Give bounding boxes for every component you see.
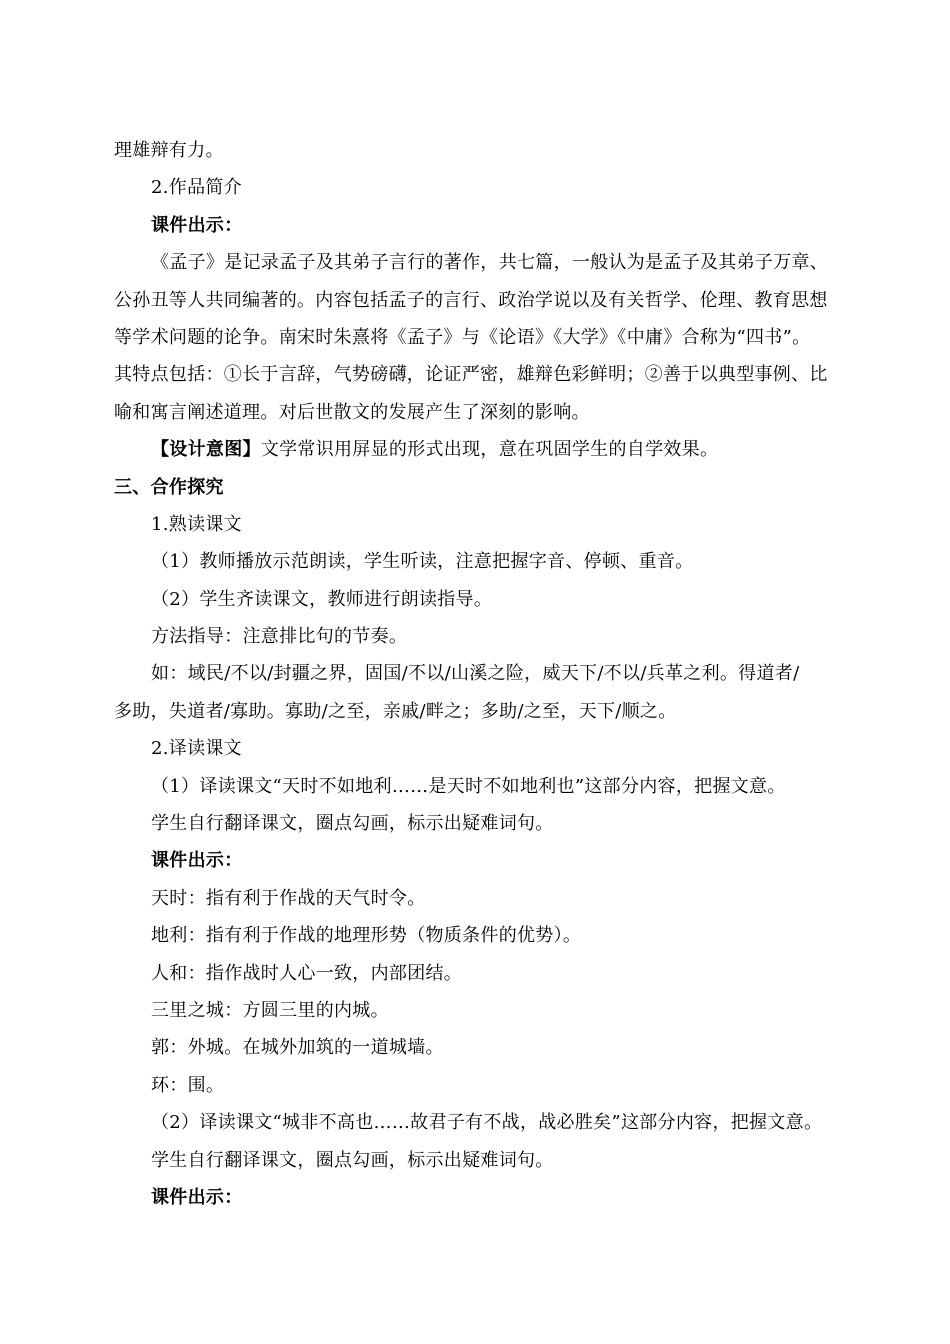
- text-line: 《孟子》是记录孟子及其弟子言行的著作，共七篇，一般认为是孟子及其弟子万章、: [151, 252, 829, 274]
- document-page: [114, 132, 864, 1216]
- definition-line: 环：围。: [151, 1074, 225, 1096]
- definition-line: 三里之城：方圆三里的内城。: [151, 999, 389, 1021]
- text-line: 多助，失道者/寡助。寡助/之至，亲戚/畔之；多助/之至，天下/顺之。: [114, 700, 677, 722]
- section-heading-cooperative-inquiry: 三、合作探究: [114, 476, 224, 498]
- subsection-heading-translate: 2.译读课文: [151, 738, 242, 760]
- design-intent-text: 文学常识用屏显的形式出现，意在巩固学生的自学效果。: [260, 439, 719, 461]
- text-line: （1）教师播放示范朗读，学生听读，注意把握字音、停顿、重音。: [151, 551, 694, 573]
- text-line: 学生自行翻译课文，圈点勾画，标示出疑难词句。: [151, 813, 554, 835]
- definition-line: 郭：外城。在城外加筑的一道城墙。: [151, 1037, 444, 1059]
- text-line: 喻和寓言阐述道理。对后世散文的发展产生了深刻的影响。: [114, 401, 590, 423]
- text-line: 方法指导：注意排比句的节奏。: [151, 626, 408, 648]
- text-line: （1）译读课文“天时不如地利……是天时不如地利也”这部分内容，把握文意。: [151, 775, 786, 797]
- text-line: （2）学生齐读课文，教师进行朗读指导。: [151, 588, 493, 610]
- courseware-label: 课件出示：: [151, 214, 243, 236]
- courseware-label: 课件出示：: [151, 1186, 243, 1208]
- text-line: 如：域民/不以/封疆之界，固国/不以/山溪之险，威天下/不以/兵革之利。得道者/: [151, 663, 800, 685]
- text-line: 等学术问题的论争。南宋时朱熹将《孟子》与《论语》《大学》《中庸》合称为“四书”。: [114, 326, 811, 348]
- text-line: 其特点包括：①长于言辞，气势磅礴，论证严密，雄辩色彩鲜明；②善于以典型事例、比: [114, 364, 828, 386]
- definition-line: 地利：指有利于作战的地理形势（物质条件的优势）。: [151, 925, 582, 947]
- courseware-label: 课件出示：: [151, 850, 243, 872]
- text-line: （2）译读课文“城非不高也……故君子有不战，战必胜矣”这部分内容，把握文意。: [151, 1112, 823, 1134]
- text-line: 学生自行翻译课文，圈点勾画，标示出疑难词句。: [151, 1149, 554, 1171]
- section-heading-work-intro: 2.作品简介: [151, 177, 242, 199]
- design-intent-line: [114, 431, 864, 468]
- text-line: 理雄辩有力。: [114, 140, 224, 161]
- text-line: 公孙丑等人共同编著的。内容包括孟子的言行、政治学说以及有关哲学、伦理、教育思想: [114, 289, 828, 311]
- definition-line: 人和：指作战时人心一致，内部团结。: [151, 962, 463, 984]
- definition-line: 天时：指有利于作战的天气时令。: [151, 887, 426, 909]
- design-intent-label: 【设计意图】: [151, 439, 261, 461]
- subsection-heading-read: 1.熟读课文: [151, 513, 242, 535]
